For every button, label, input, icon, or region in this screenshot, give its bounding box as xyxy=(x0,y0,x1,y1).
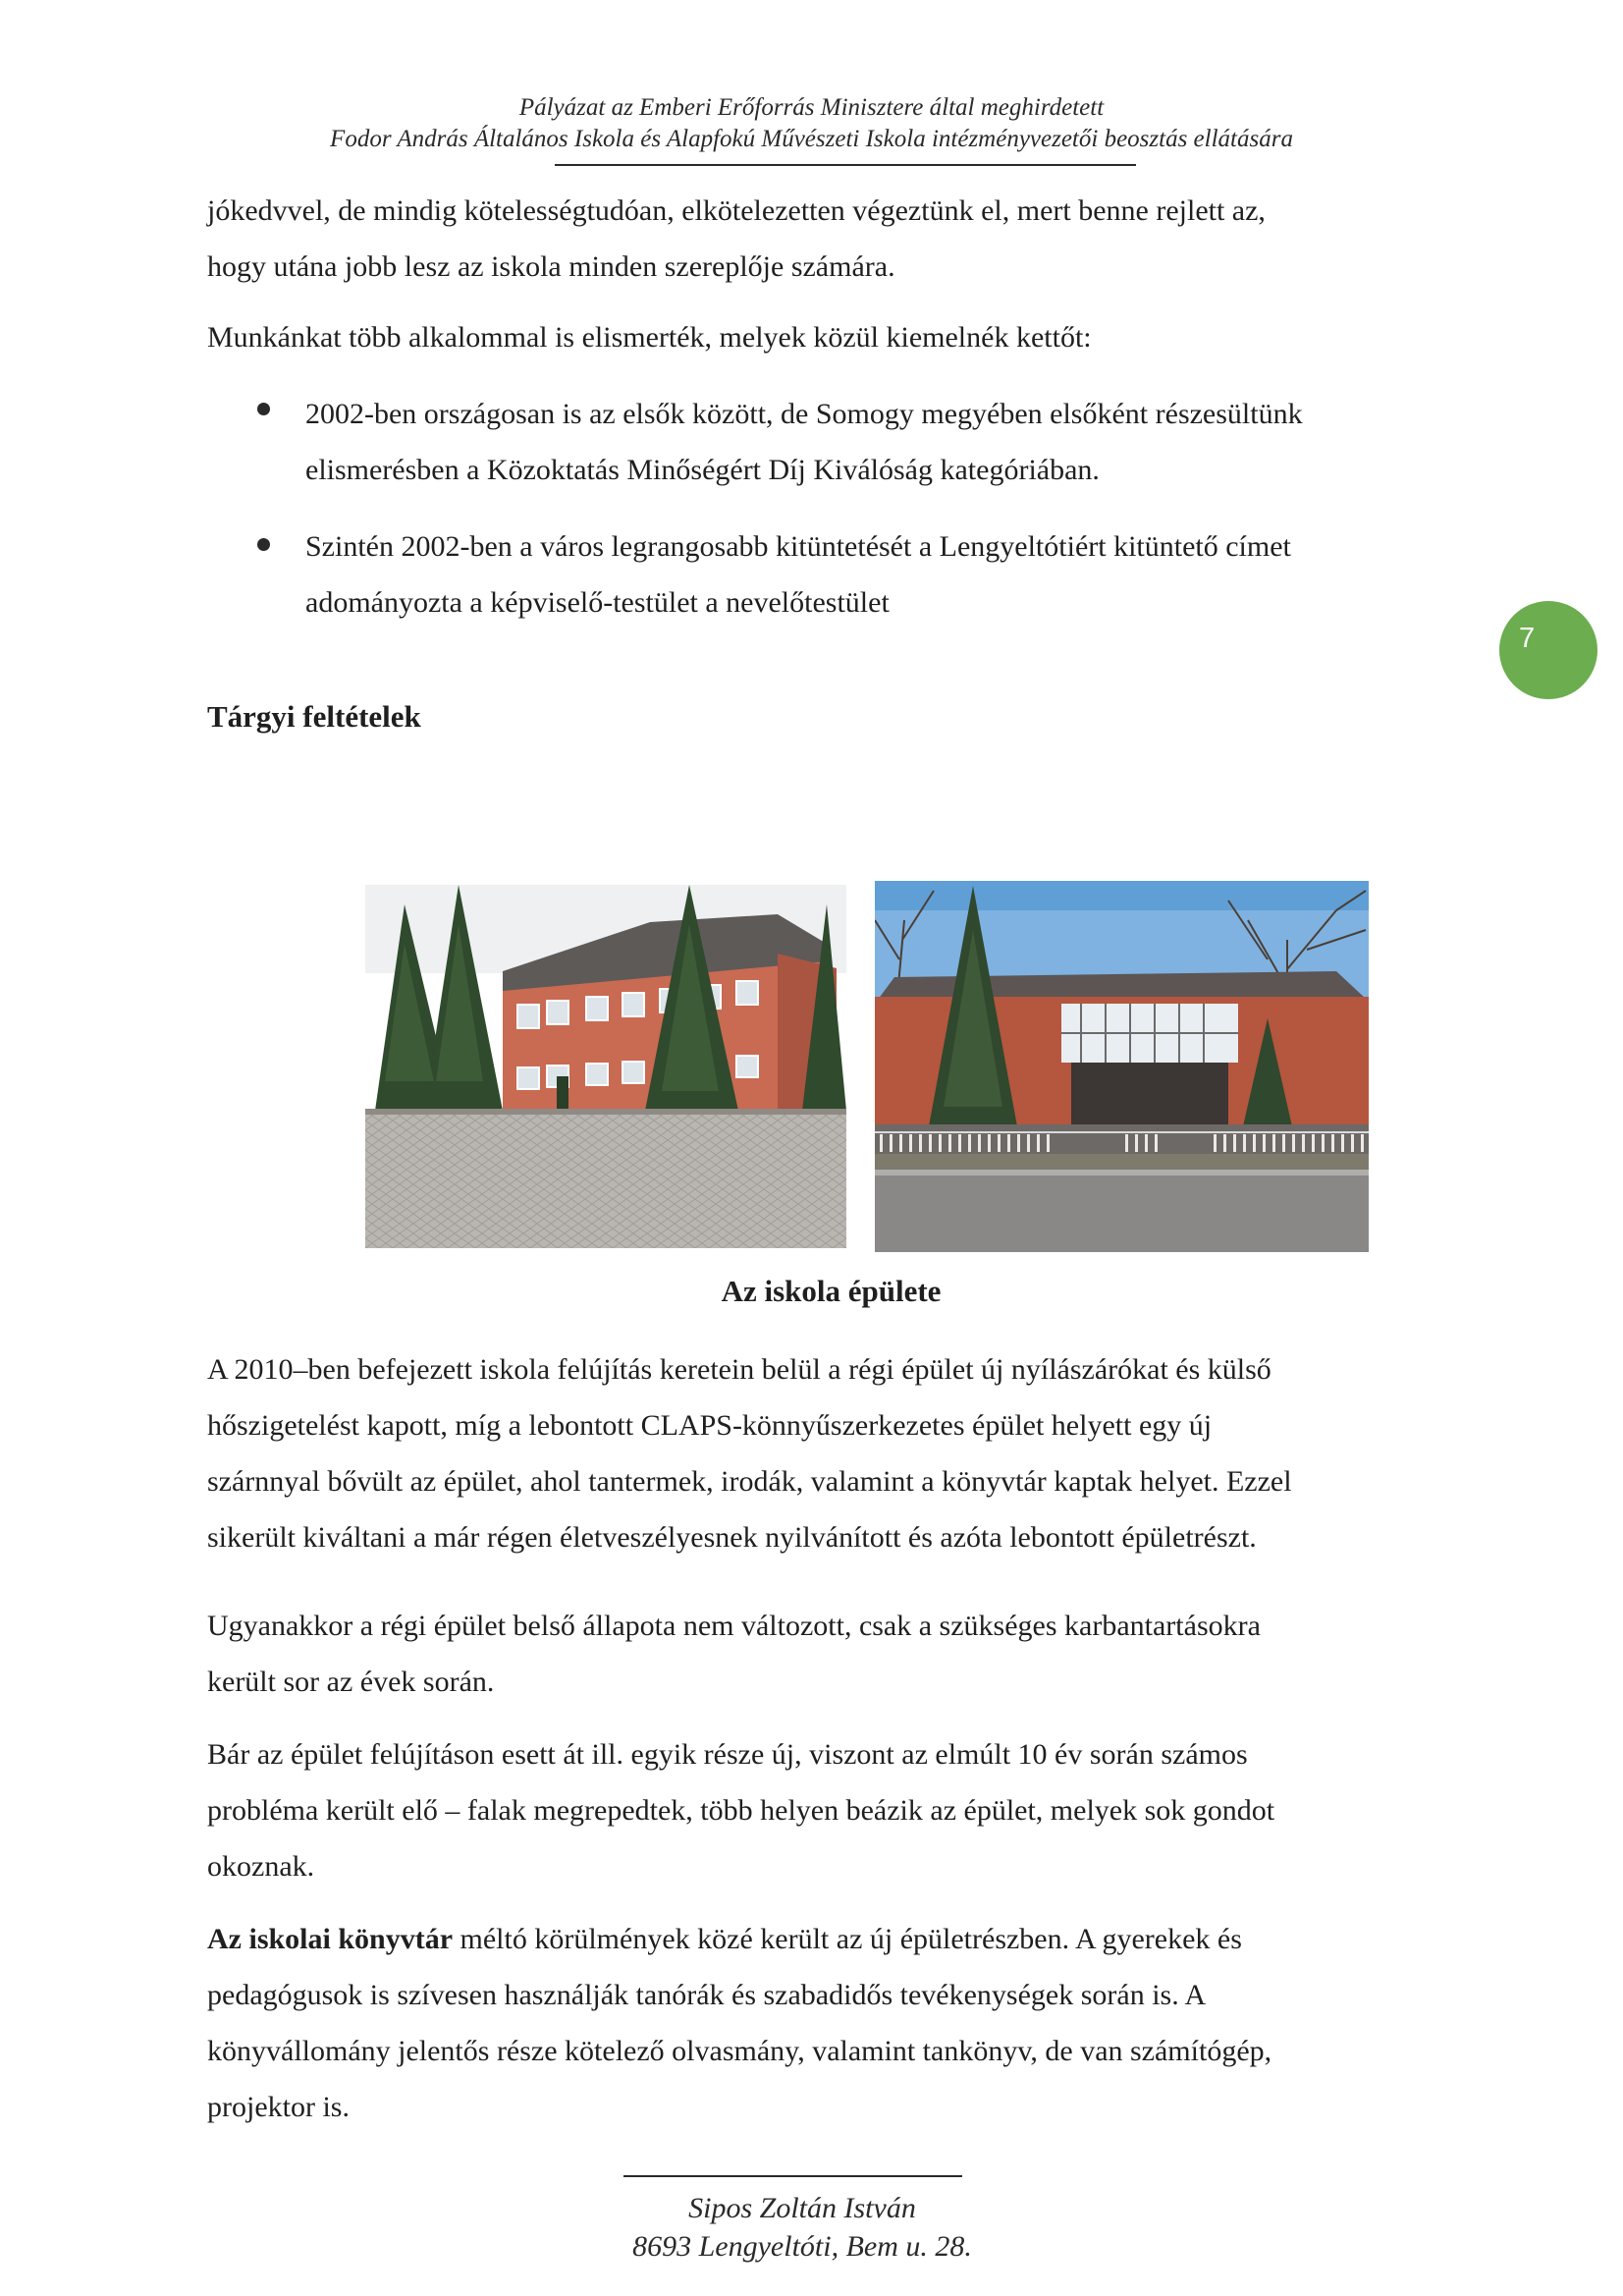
bullet-1-line-1: 2002-ben országosan is az elsők között, de Somogy megyében elsőként részesültünk xyxy=(305,398,1303,430)
paragraph-library xyxy=(207,1911,1454,2135)
school-building-photo-2 xyxy=(875,881,1369,1252)
renovation-line-4: sikerült kiváltani a már régen életveszélyesnek nyilvánított és azóta lebontott épületrészt. xyxy=(207,1521,1257,1554)
photo-caption: Az iskola épülete xyxy=(721,1274,942,1308)
bullet-dot-1 xyxy=(257,403,270,415)
renovation-line-2: hőszigetelést kapott, míg a lebontott CLAPS-könnyűszerkezetes épület helyett egy új xyxy=(207,1409,1213,1442)
problems-line-3: okoznak. xyxy=(207,1850,315,1883)
bullet-2-line-1: Szintén 2002-ben a város legrangosabb kitüntetését a Lengyeltótiért kitüntető címet xyxy=(305,530,1291,563)
library-line-1 xyxy=(207,1911,1454,1967)
renovation-line-3: szárnnyal bővült az épület, ahol tantermek, irodák, valamint a könyvtár kaptak helyet. Ezzel xyxy=(207,1465,1292,1498)
recognition-intro: Munkánkat több alkalommal is elismerték, melyek közül kiemelnék kettőt: xyxy=(207,321,1092,354)
bullet-item-2 xyxy=(305,519,1454,630)
school-building-photo-1 xyxy=(365,885,846,1248)
library-line-4: projektor is. xyxy=(207,2091,350,2123)
intro-line-1: jókedvvel, de mindig kötelességtudóan, elkötelezetten végeztünk el, mert benne rejlett az, xyxy=(207,194,1266,227)
section-heading: Tárgyi feltételek xyxy=(207,699,421,734)
library-bold-lead: Az iskolai könyvtár xyxy=(207,1923,454,1955)
problems-line-1: Bár az épület felújításon esett át ill. egyik része új, viszont az elmúlt 10 év során számos xyxy=(207,1738,1248,1771)
paragraph-interior xyxy=(207,1598,1454,1710)
library-line-3: könyvállomány jelentős része kötelező olvasmány, valamint tankönyv, de van számítógép, xyxy=(207,2035,1272,2067)
document-header-line-2: Fodor András Általános Iskola és Alapfokú Művészeti Iskola intézményvezetői beosztás ellátására xyxy=(330,126,1293,152)
paragraph-renovation xyxy=(207,1341,1454,1565)
document-header-line-1: Pályázat az Emberi Erőforrás Minisztere által meghirdetett xyxy=(518,94,1105,121)
bullet-2-line-2: adományozta a képviselő-testület a nevelőtestület xyxy=(305,586,890,619)
bullet-dot-2 xyxy=(257,538,270,551)
renovation-line-1: A 2010–ben befejezett iskola felújítás keretein belül a régi épület új nyílászárókat és külső xyxy=(207,1353,1271,1386)
bullet-item-1 xyxy=(305,386,1454,498)
interior-line-1: Ugyanakkor a régi épület belső állapota nem változott, csak a szükséges karbantartásokra xyxy=(207,1610,1261,1642)
library-line-2: pedagógusok is szívesen használják tanórák és szabadidős tevékenységek során is. A xyxy=(207,1979,1207,2011)
intro-paragraph xyxy=(207,183,1454,295)
bullet-1-line-2: elismerésben a Közoktatás Minőségért Díj Kiválóság kategóriában. xyxy=(305,454,1100,486)
header-divider xyxy=(555,164,1136,166)
footer-name: Sipos Zoltán István xyxy=(688,2192,916,2224)
footer-divider xyxy=(623,2175,962,2177)
page-number-badge: 7 xyxy=(1499,601,1597,699)
library-line-1-rest: méltó körülmények közé került az új épületrészben. A gyerekek és xyxy=(453,1923,1242,1955)
footer-address: 8693 Lengyeltóti, Bem u. 28. xyxy=(632,2230,972,2263)
problems-line-2: probléma került elő – falak megrepedtek, több helyen beázik az épület, melyek sok gondot xyxy=(207,1794,1275,1827)
interior-line-2: került sor az évek során. xyxy=(207,1666,495,1698)
paragraph-problems xyxy=(207,1726,1454,1894)
intro-line-2: hogy utána jobb lesz az iskola minden szereplője számára. xyxy=(207,250,895,283)
